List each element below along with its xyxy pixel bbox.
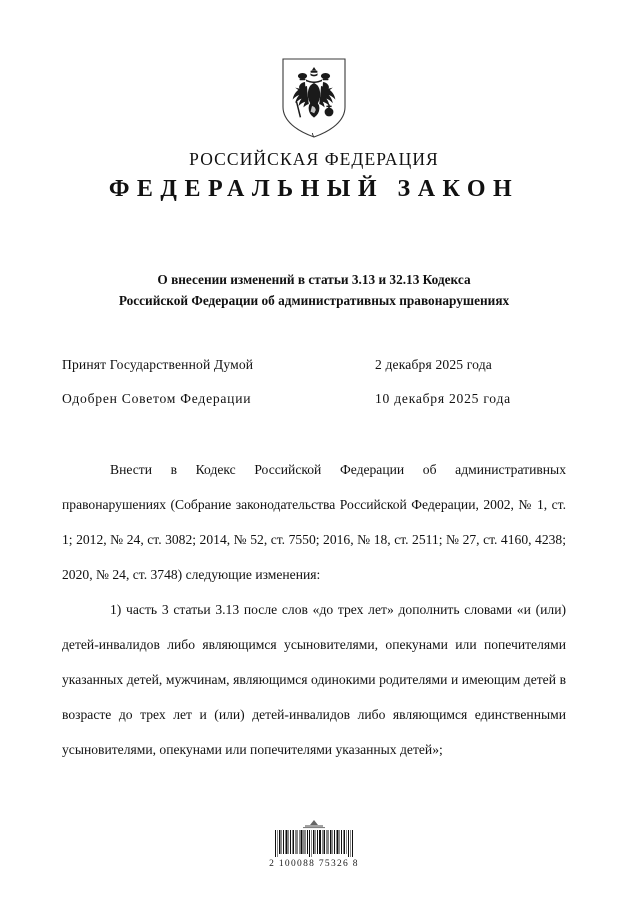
document-body: [62, 452, 566, 767]
law-subtitle-line-1: О внесении изменений в статьи 3.13 и 32.13 Кодекса: [157, 272, 471, 287]
body-paragraph-intro: Внести в Кодекс Российской Федерации об административных правонарушениях (Собрание законодательства Российской Федерации, 2002, № 1, ст. 1; 2012, № 24, ст. 3082; 2014, № 52, ст. 7550; 2016, № 18, ст. 2511; № 27, ст. 4160, 4238; 2020, № 24, ст. 3748) следующие изменения:: [62, 462, 566, 582]
emblem-container: [0, 57, 628, 139]
adoption-label-council: Одобрен Советом Федерации: [62, 390, 252, 406]
law-subtitle: [62, 270, 566, 311]
country-heading: РОССИЙСКАЯ ФЕДЕРАЦИЯ: [189, 149, 439, 169]
adoption-date-duma: 2 декабря 2025 года: [375, 357, 492, 372]
law-subtitle-line-2: Российской Федерации об административных правонарушениях: [118, 292, 510, 308]
body-paragraph-item-1: 1) часть 3 статьи 3.13 после слов «до трех лет» дополнить словами «и (или) детей-инвалидов либо являющимся усыновителями, опекунами или попечителями указанных детей, мужчинам, являющимся одинокими родителями и имеющим детей в возрасте до трех лет и (или) детей-инвалидов либо являющимся единственными усыновителями, опекунами или попечителями указанных детей»;: [62, 602, 566, 757]
barcode-block: [0, 820, 628, 869]
barcode-number: 2 100088 75326 8: [269, 859, 359, 869]
federal-law-heading: ФЕДЕРАЛЬНЫЙ ЗАКОН: [108, 176, 520, 202]
barcode-top-mark-icon: [301, 820, 327, 829]
adoption-label-duma: Принят Государственной Думой: [62, 357, 254, 372]
adoption-date-council: 10 декабря 2025 года: [375, 390, 511, 406]
russian-coat-of-arms-icon: [281, 57, 347, 139]
barcode-icon: [274, 830, 354, 857]
adoption-block: [62, 358, 566, 425]
adoption-row-duma: [62, 358, 566, 372]
adoption-row-council: [62, 392, 566, 406]
